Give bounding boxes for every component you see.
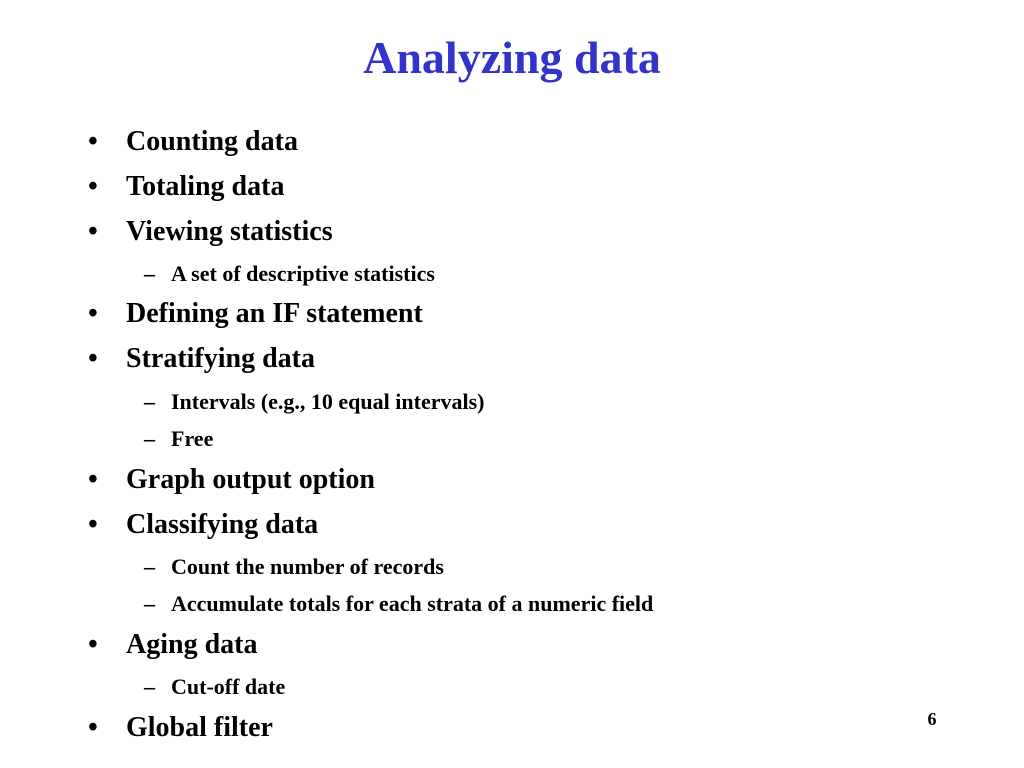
sub-bullet-text: Intervals (e.g., 10 equal intervals) <box>171 389 485 414</box>
bullet-text: Totaling data <box>126 171 285 202</box>
page-number: 6 <box>927 709 937 729</box>
bullet-marker: • <box>88 464 98 495</box>
bullet-text: Counting data <box>126 126 298 157</box>
sub-bullet-text: Cut-off date <box>171 674 286 699</box>
dash-marker: – <box>144 591 155 616</box>
bullet-text: Stratifying data <box>126 343 315 374</box>
bullet-text: Defining an IF statement <box>126 298 423 329</box>
bullet-text: Classifying data <box>126 509 319 540</box>
bullet-marker: • <box>88 171 98 202</box>
dash-marker: – <box>144 389 155 414</box>
sub-bullet-text: Free <box>171 426 214 451</box>
bullet-text: Graph output option <box>126 464 375 495</box>
bullet-marker: • <box>88 509 98 540</box>
slide-title: Analyzing data <box>363 32 661 83</box>
bullet-text: Aging data <box>126 629 258 660</box>
sub-bullet-text: Accumulate totals for each strata of a numeric field <box>171 591 654 616</box>
bullet-text: Global filter <box>126 712 273 743</box>
dash-marker: – <box>144 554 155 579</box>
bullet-marker: • <box>88 298 98 329</box>
bullet-marker: • <box>88 216 98 247</box>
bullet-text: Viewing statistics <box>126 216 333 247</box>
dash-marker: – <box>144 261 155 286</box>
dash-marker: – <box>144 426 155 451</box>
bullet-marker: • <box>88 712 98 743</box>
dash-marker: – <box>144 674 155 699</box>
bullet-marker: • <box>88 126 98 157</box>
sub-bullet-text: Count the number of records <box>171 554 444 579</box>
bullet-marker: • <box>88 343 98 374</box>
sub-bullet-text: A set of descriptive statistics <box>171 261 435 286</box>
bullet-marker: • <box>88 629 98 660</box>
